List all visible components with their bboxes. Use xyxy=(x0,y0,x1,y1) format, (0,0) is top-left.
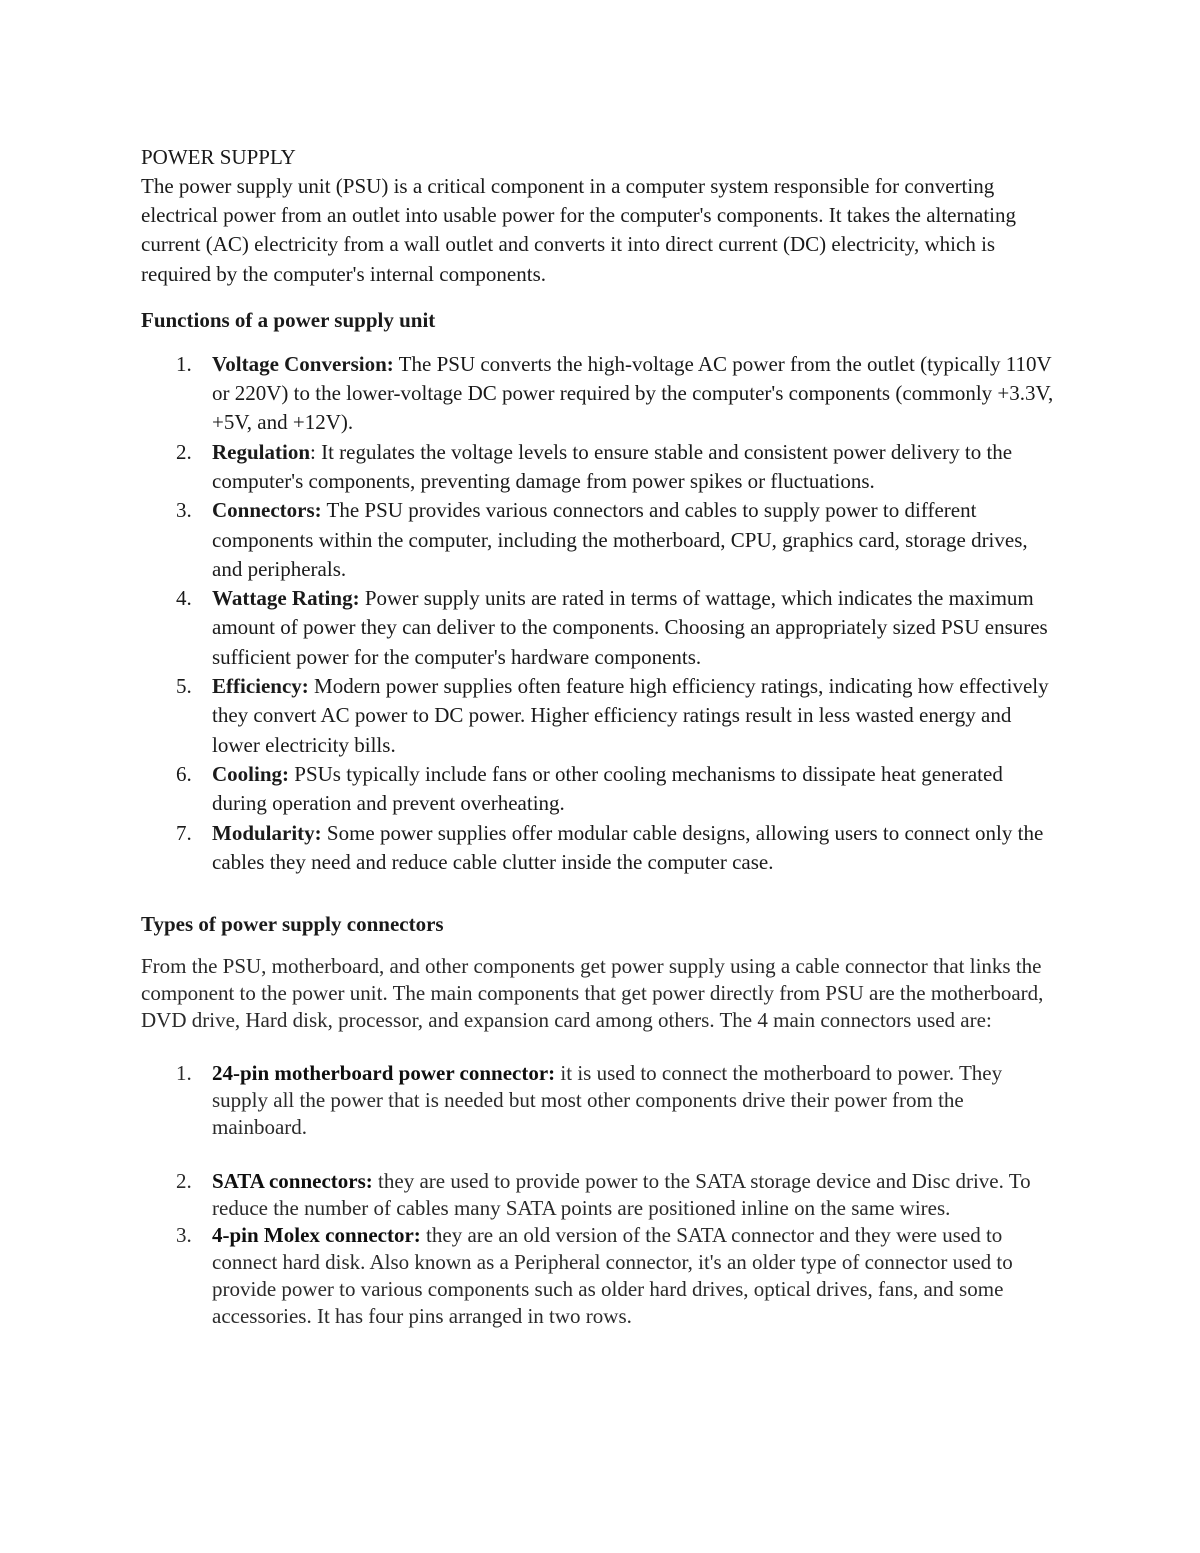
list-item: 5. Efficiency: Modern power supplies often feature high efficiency ratings, indicating how effectively they convert AC power to DC power. Higher efficiency ratings result in less wasted energy and lower electricity bills. xyxy=(176,674,1049,757)
list-item: 3. 4-pin Molex connector: they are an old version of the SATA connector and they were used to connect hard disk. Also known as a Peripheral connector, it's an older type of connector used to provide power to various components such as older hard drives, optical drives, fans, and some accessories. It has four pins arranged in two rows. xyxy=(176,1223,1013,1329)
document-title: POWER SUPPLY xyxy=(141,145,296,169)
list-item: 7. Modularity: Some power supplies offer modular cable designs, allowing users to connect only the cables they need and reduce cable clutter inside the computer case. xyxy=(176,820,1044,874)
functions-list xyxy=(141,350,1061,877)
connectors-heading: Types of power supply connectors xyxy=(141,912,444,937)
list-item: 1. Voltage Conversion: The PSU converts the high-voltage AC power from the outlet (typically 110V or 220V) to the lower-voltage DC power required by the computer's components (commonly +3.3V, +5V, and +12V). xyxy=(176,351,1054,435)
list-item: 3. Connectors: The PSU provides various connectors and cables to supply power to different components within the computer, including the motherboard, CPU, graphics card, storage drives, and peripherals. xyxy=(176,498,1028,581)
list-item: 4. Wattage Rating: Power supply units are rated in terms of wattage, which indicates the maximum amount of power they can deliver to the components. Choosing an appropriately sized PSU ensures sufficient power for the computer's hardware components. xyxy=(176,586,1048,669)
list-item: 1. 24-pin motherboard power connector: it is used to connect the motherboard to power. They supply all the power that is needed but most other components drive their power from the mainboard. xyxy=(176,1061,1003,1140)
connectors-intro: From the PSU, motherboard, and other components get power supply using a cable connector that links the component to the power unit. The main components that get power directly from PSU are the motherboard, DVD drive, Hard disk, processor, and expansion card among others. The 4 main connectors used are: xyxy=(141,954,1044,1033)
functions-heading: Functions of a power supply unit xyxy=(141,307,436,332)
list-item: 2. Regulation: It regulates the voltage levels to ensure stable and consistent power delivery to the computer's components, preventing damage from power spikes or fluctuations. xyxy=(176,439,1013,493)
intro-paragraph: The power supply unit (PSU) is a critical component in a computer system responsible for converting electrical power from an outlet into usable power for the computer's components. It takes the alternating current (AC) electricity from a wall outlet and converts it into direct current (DC) electricity, which is required by the computer's internal components. xyxy=(141,174,1016,286)
connectors-list xyxy=(141,1060,1061,1330)
list-item: 6. Cooling: PSUs typically include fans or other cooling mechanisms to dissipate heat generated during operation and prevent overheating. xyxy=(176,761,1003,816)
list-item: 2. SATA connectors: they are used to provide power to the SATA storage device and Disc drive. To reduce the number of cables many SATA points are positioned inline on the same wires. xyxy=(176,1169,1031,1221)
document-page xyxy=(141,143,1061,1330)
